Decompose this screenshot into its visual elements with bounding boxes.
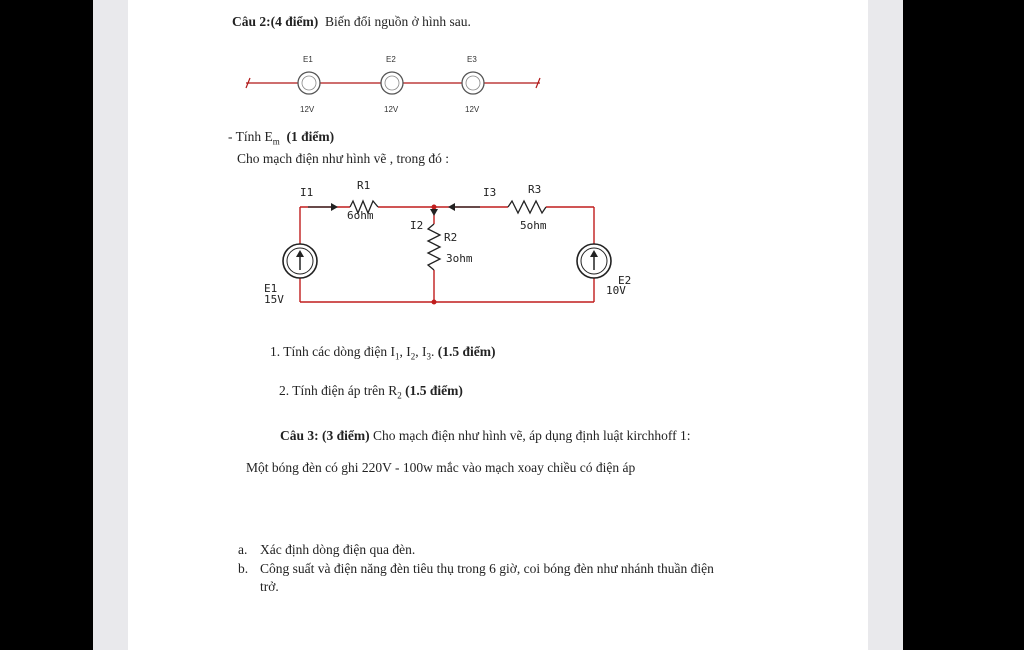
task-2-points: (1.5 điểm) — [405, 383, 463, 398]
task-2-text: 2. Tính điện áp trên R — [279, 383, 398, 398]
question2-text: Biến đổi nguồn ở hình sau. — [325, 14, 471, 29]
label-r3-value: 5ohm — [520, 219, 547, 232]
source-e1-name: E1 — [303, 55, 313, 64]
label-i3: I3 — [483, 186, 497, 199]
question3-heading — [280, 428, 691, 444]
circuit-intro: Cho mạch điện như hình vẽ , trong đó : — [237, 151, 450, 166]
label-r3: R3 — [528, 183, 542, 196]
task-1-points: (1.5 điểm) — [437, 344, 496, 359]
source-e1-voltage: 12V — [300, 105, 315, 114]
document-page — [128, 0, 868, 650]
current-i3-arrow — [448, 203, 480, 211]
item-b-continuation: trở. — [260, 579, 279, 594]
item-a-text: Xác định dòng điện qua đèn. — [260, 542, 416, 557]
resistor-r2 — [428, 224, 440, 270]
resistor-r3 — [508, 201, 546, 213]
label-i1: I1 — [300, 186, 314, 199]
tinh-em-text: - Tính E — [228, 129, 273, 144]
label-i2: I2 — [410, 219, 424, 232]
label-r1: R1 — [357, 179, 371, 192]
question2-label: Câu 2:(4 điểm) — [232, 14, 319, 29]
current-i2-arrow — [430, 209, 438, 216]
item-b-label: b. — [238, 561, 249, 576]
task-2 — [279, 383, 463, 401]
label-e1: E1 — [264, 282, 278, 295]
circuit-diagram — [128, 0, 868, 320]
tinh-em-sub: m — [272, 136, 280, 147]
label-e2-value: 10V — [606, 284, 626, 297]
task-1-sub-3: 3 — [426, 351, 431, 362]
label-r1-value: 6ohm — [347, 209, 374, 222]
question3-label: Câu 3: — [280, 428, 319, 443]
label-r2: R2 — [444, 231, 458, 244]
task-1: 1. Tính các dòng điện $I_1$, $I_2$, $I_3$. (1.5 điểm) — [270, 344, 496, 362]
item-a-label: a. — [238, 542, 248, 557]
question3-points: (3 điểm) — [322, 428, 370, 443]
source-e3-name: E3 — [467, 55, 477, 64]
source-e2-name: E2 — [386, 55, 396, 64]
right-margin-band — [868, 0, 903, 650]
item-a — [238, 542, 415, 558]
task-1-sub-1: 1 — [394, 351, 400, 362]
current-i1-arrow — [308, 203, 338, 211]
tinh-em-points: (1 điểm) — [286, 129, 335, 144]
source-e3-voltage: 12V — [465, 105, 480, 114]
source-e2-symbol — [577, 244, 611, 278]
task-2-sub: 2 — [397, 390, 402, 401]
label-e1-value: 15V — [264, 293, 284, 306]
question3-line: Một bóng đèn có ghi 220V - 100w mắc vào mạch xoay chiều có điện áp — [246, 460, 636, 475]
source-e2-voltage: 12V — [384, 105, 399, 114]
label-r2-value: 3ohm — [446, 252, 473, 265]
left-margin-band — [93, 0, 128, 650]
label-e2: E2 — [618, 274, 632, 287]
task-1-sub-2: 2 — [410, 351, 416, 362]
item-b — [238, 561, 714, 577]
item-b-text: Công suất và điện năng đèn tiêu thụ trong 6 giờ, coi bóng đèn như nhánh thuần điện — [260, 561, 714, 576]
task-1-text: 1. Tính các dòng điện I — [270, 344, 395, 359]
question3-text: Cho mạch điện như hình vẽ, áp dụng định luật kirchhoff 1: — [373, 428, 691, 443]
source-e1-symbol — [283, 244, 317, 278]
